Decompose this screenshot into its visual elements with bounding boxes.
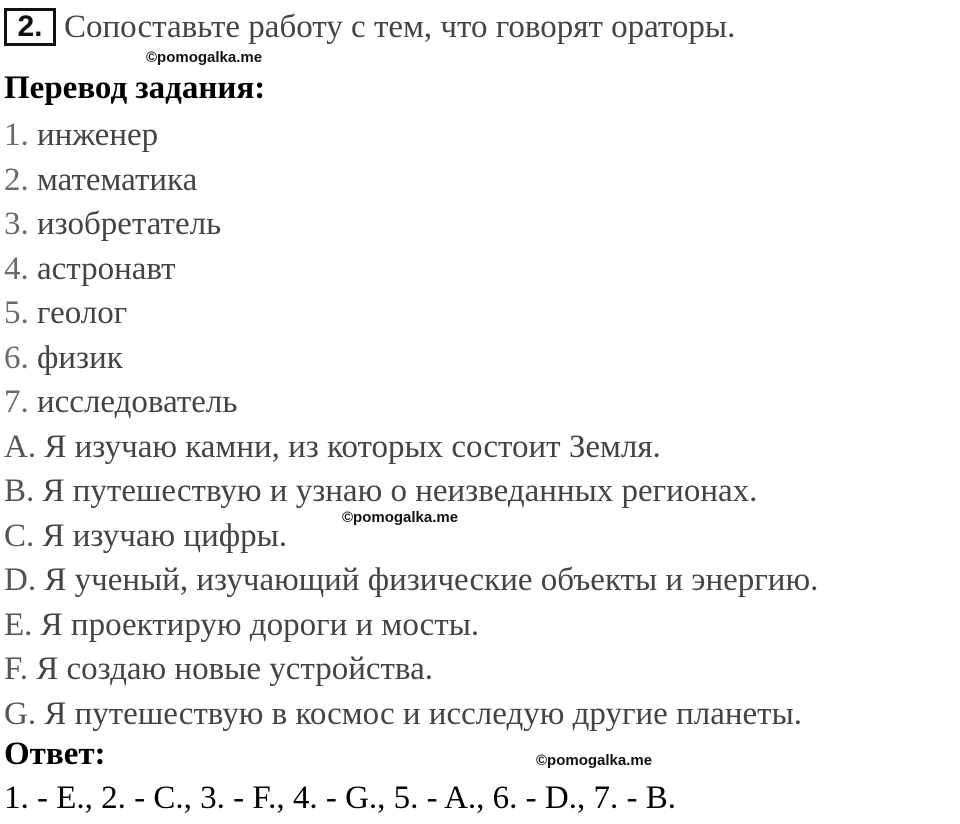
item-marker: 3. <box>4 206 29 242</box>
item-text: Я путешествую в космос и исследую другие планеты. <box>44 695 803 732</box>
translation-heading: Перевод задания: <box>4 70 266 106</box>
answer-text: 1. - E., 2. - C., 3. - F., 4. - G., 5. - A., 6. - D., 7. - B. <box>4 780 676 816</box>
watermark: ©pomogalka.me <box>536 752 653 769</box>
item-letter: G. <box>4 695 37 732</box>
item-letter: D. <box>4 562 37 598</box>
watermark: ©pomogalka.me <box>342 509 459 526</box>
item-text: физик <box>37 339 123 376</box>
item-letter: F. <box>4 651 28 687</box>
watermark: ©pomogalka.me <box>146 49 263 66</box>
task-header <box>4 6 735 48</box>
item-text: Я путешествую и узнаю о неизведанных регионах. <box>42 473 758 509</box>
item-letter: C. <box>4 517 35 554</box>
item-text: исследователь <box>37 384 238 420</box>
item-marker: 6. <box>4 339 29 376</box>
profession-item <box>4 202 818 247</box>
item-text: Я ученый, изучающий физические объекты и энергию. <box>44 562 819 598</box>
item-marker: 2. <box>4 161 29 198</box>
item-text: Я изучаю цифры. <box>42 517 288 554</box>
item-marker: 7. <box>4 384 29 420</box>
item-text: астронавт <box>37 250 176 287</box>
item-letter: A. <box>4 428 37 465</box>
item-text: геолог <box>37 295 128 331</box>
profession-item <box>4 247 818 292</box>
task-instruction: Сопоставьте работу с тем, что говорят ораторы. <box>64 8 736 45</box>
item-text: инженер <box>37 117 159 153</box>
profession-item <box>4 336 818 381</box>
item-text: Я изучаю камни, из которых состоит Земля. <box>44 428 661 465</box>
item-letter: B. <box>4 473 35 509</box>
profession-item <box>4 158 818 203</box>
answer-heading: Ответ: <box>4 736 106 772</box>
item-text: Я проектирую дороги и мосты. <box>40 606 480 643</box>
statement-item <box>4 647 818 692</box>
item-marker: 4. <box>4 250 29 287</box>
statement-item <box>4 469 818 514</box>
statement-item <box>4 603 818 648</box>
item-letter: E. <box>4 606 33 643</box>
item-text: математика <box>37 161 198 198</box>
profession-item <box>4 380 818 425</box>
task-list <box>4 113 818 736</box>
item-text: изобретатель <box>37 206 222 242</box>
item-marker: 5. <box>4 295 29 331</box>
item-text: Я создаю новые устройства. <box>36 651 433 687</box>
statement-item <box>4 558 818 603</box>
profession-item <box>4 113 818 158</box>
item-marker: 1. <box>4 117 29 153</box>
profession-item <box>4 291 818 336</box>
statement-item <box>4 692 818 737</box>
statement-item <box>4 425 818 470</box>
task-number-box: 2. <box>4 8 56 46</box>
